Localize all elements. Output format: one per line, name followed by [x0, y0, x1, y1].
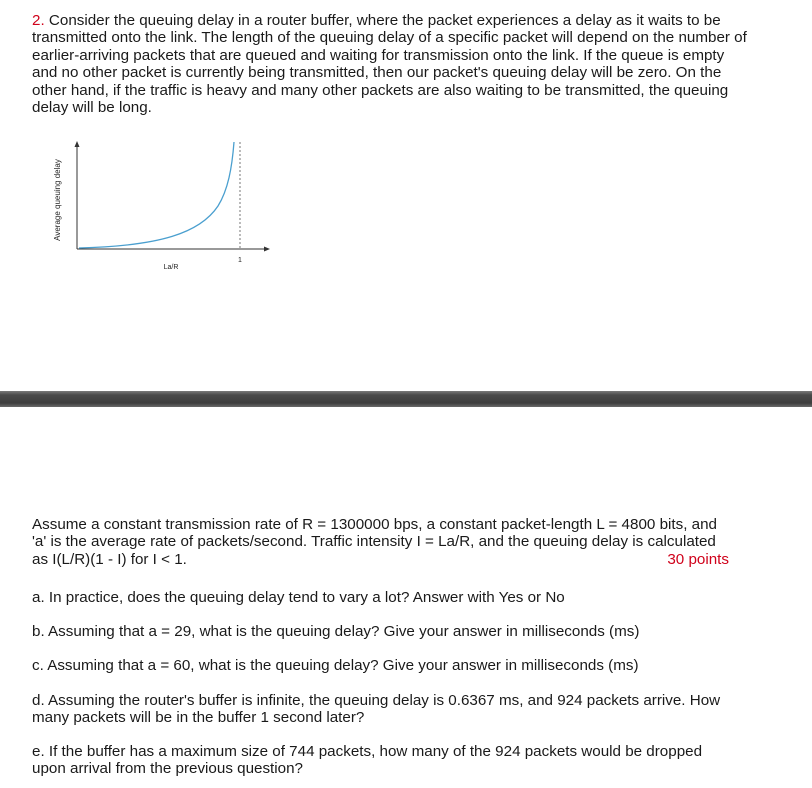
question-a: a. In practice, does the queuing delay tend to vary a lot? Answer with Yes or No: [32, 589, 565, 606]
question-intro: [32, 12, 752, 116]
question-e: e. If the buffer has a maximum size of 744 packets, how many of the 924 packets would be dropped upon arrival from the previous question?: [32, 743, 703, 778]
y-axis-arrow: [75, 141, 80, 147]
question-c: c. Assuming that a = 60, what is the queuing delay? Give your answer in milliseconds (ms): [32, 657, 639, 674]
asymptote-tick-label: 1: [238, 257, 242, 264]
assumption-text: Assume a constant transmission rate of R = 1300000 bps, a constant packet-length L = 4800 bits, and 'a' is the average rate of packets/second. Traffic intensity I = La/R, and the queuing delay is calculated as I(L/R)(1 - I) for I < 1.: [32, 516, 717, 568]
question-d: d. Assuming the router's buffer is infinite, the queuing delay is 0.6367 ms, and 924 packets arrive. How many packets will be in the buffer 1 second later?: [32, 692, 721, 727]
question-number: 2.: [32, 12, 45, 29]
intro-text: Consider the queuing delay in a router buffer, where the packet experiences a delay as it waits to be transmitted onto the link. The length of the queuing delay of a specific packet will depend on the number of earlier-arriving packets that are queued and waiting for transmission onto the link. If the queue is empty and no other packet is currently being transmitted, then our packet's queuing delay will be zero. On the other hand, if the traffic is heavy and many other packets are also waiting to be transmitted, the queuing delay will be long.: [32, 12, 747, 117]
points-label: 30 points: [667, 551, 729, 568]
question-b: b. Assuming that a = 29, what is the queuing delay? Give your answer in milliseconds (ms): [32, 623, 640, 640]
delay-curve: [79, 142, 234, 248]
x-axis-arrow: [264, 247, 270, 252]
queuing-delay-chart: [50, 138, 280, 278]
x-axis-label: La/R: [163, 264, 179, 271]
y-axis-label: Average queuing delay: [53, 159, 62, 241]
section-divider: [0, 391, 812, 407]
